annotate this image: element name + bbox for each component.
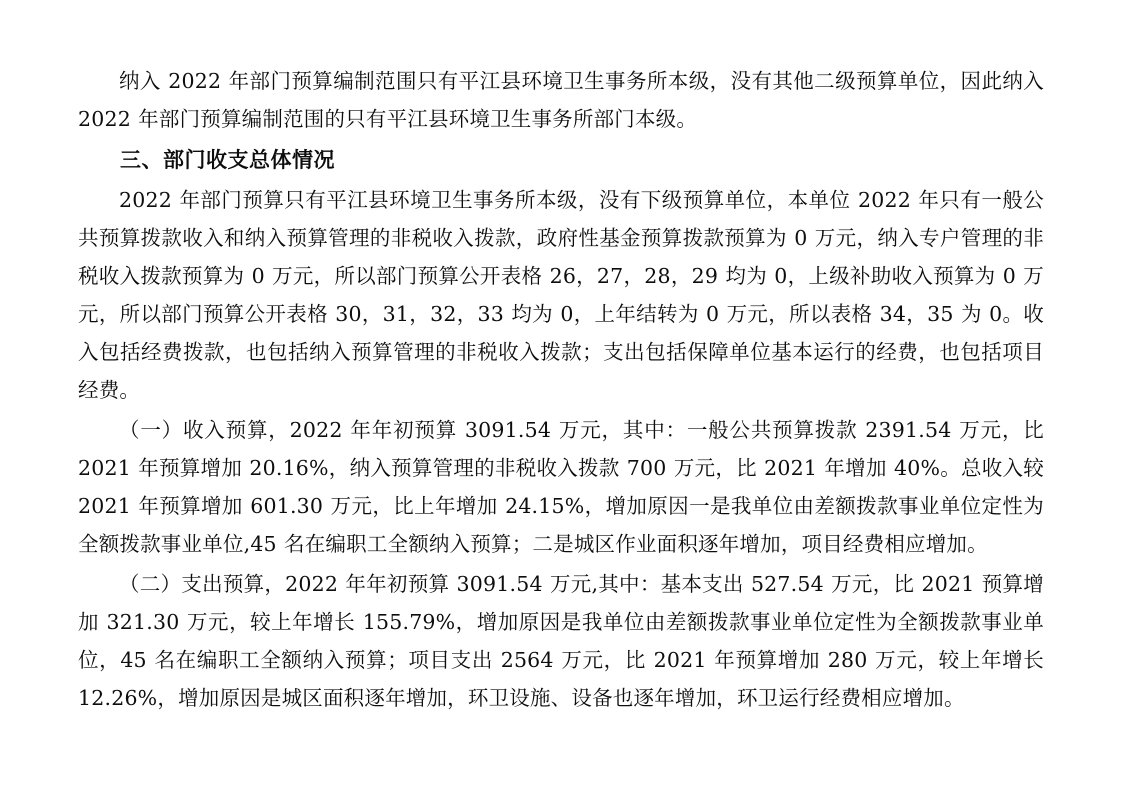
expenditure-budget-paragraph: （二）支出预算，2022 年年初预算 3091.54 万元,其中：基本支出 527.54 万元，比 2021 预算增加 321.30 万元，较上年增长 155.79%，增加原因是我单位由差额拨款事业单位定性为全额拨款事业单位，45 名在编职工全额纳入预算；项目支出 2564 万元，比 2021 年预算增加 280 万元，较上年增长 12.26%，增加原因是城区面积逐年增加，环卫设施、设备也逐年增加，环卫运行经费相应增加。 [78, 572, 1044, 710]
document-body [78, 62, 1044, 717]
scope-paragraph: 纳入 2022 年部门预算编制范围只有平江县环境卫生事务所本级，没有其他二级预算单位，因此纳入 2022 年部门预算编制范围的只有平江县环境卫生事务所部门本级。 [78, 69, 1044, 131]
section-three-heading: 三、部门收支总体情况 [120, 148, 335, 172]
overall-revenue-expenditure-paragraph: 2022 年部门预算只有平江县环境卫生事务所本级，没有下级预算单位，本单位 2022 年只有一般公共预算拨款收入和纳入预算管理的非税收入拨款，政府性基金预算拨款预算为 0 万元，纳入专户管理的非税收入拨款预算为 0 万元，所以部门预算公开表格 26，27，28，29 均为 0，上级补助收入预算为 0 万元，所以部门预算公开表格 30，31，32，33 均为 0，上年结转为 0 万元，所以表格 34，35 为 0。收入包括经费拨款，也包括纳入预算管理的非税收入拨款；支出包括保障单位基本运行的经费，也包括项目经费。 [78, 188, 1044, 402]
revenue-budget-paragraph: （一）收入预算，2022 年年初预算 3091.54 万元，其中：一般公共预算拨款 2391.54 万元，比 2021 年预算增加 20.16%，纳入预算管理的非税收入拨款 700 万元，比 2021 年增加 40%。总收入较 2021 年预算增加 601.30 万元，比上年增加 24.15%，增加原因一是我单位由差额拨款事业单位定性为全额拨款事业单位,45 名在编职工全额纳入预算；二是城区作业面积逐年增加，项目经费相应增加。 [78, 418, 1044, 556]
